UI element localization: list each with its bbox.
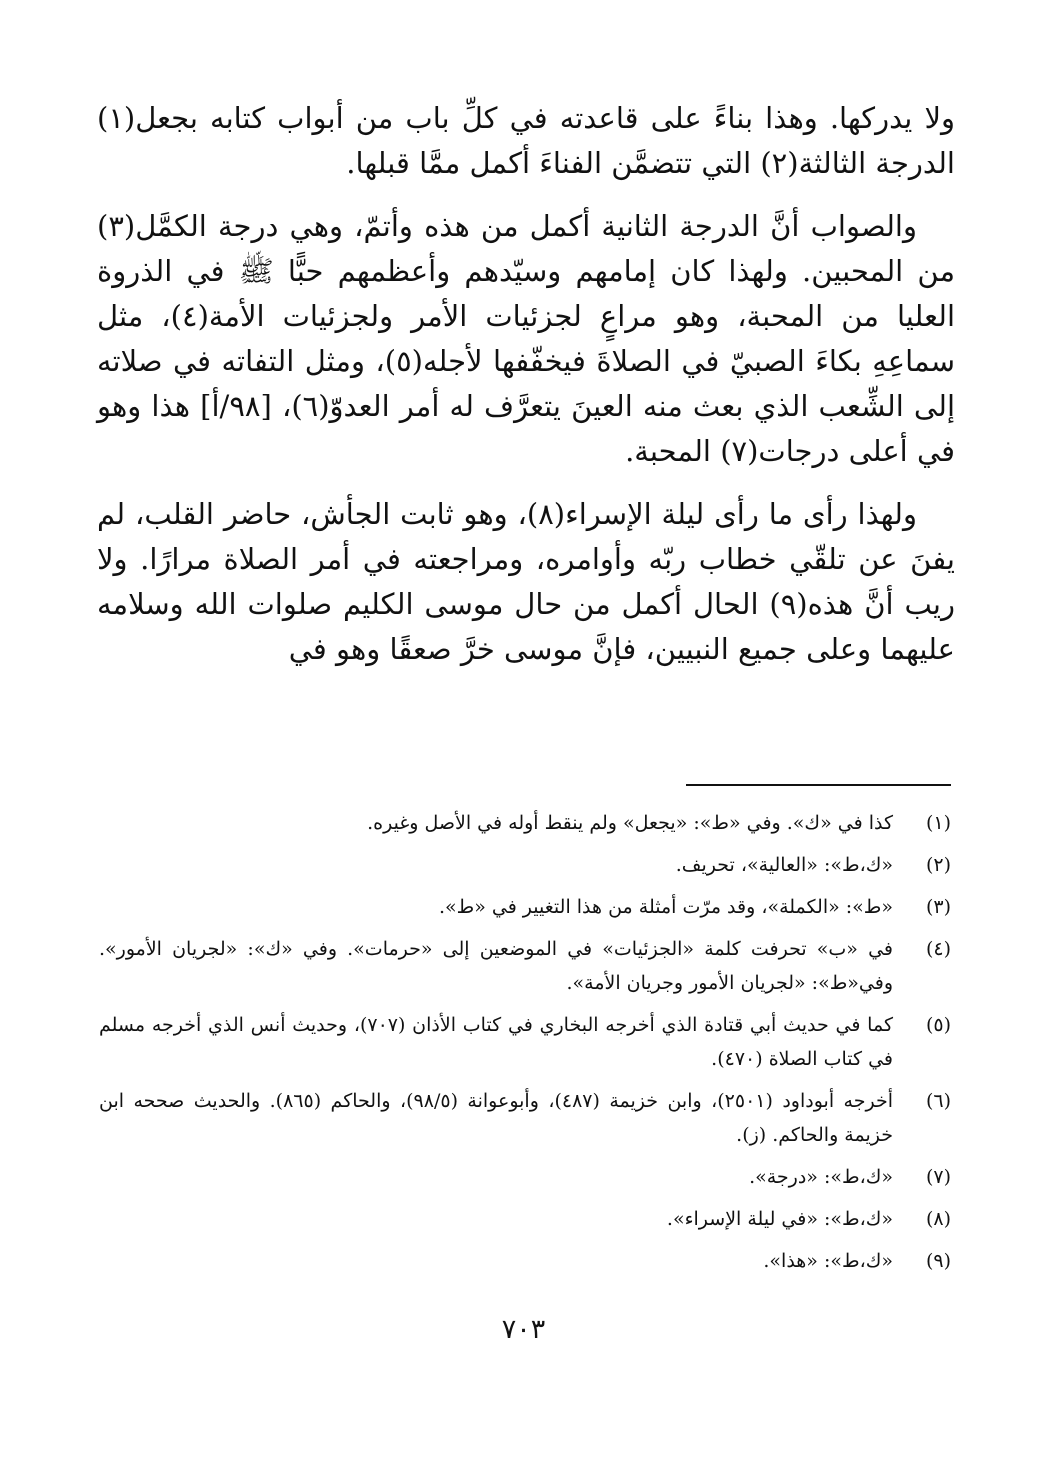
footnote-number: (١) — [925, 812, 951, 834]
footnote-text: «ك،ط»: «درجة». — [749, 1166, 893, 1188]
footnote-text: كذا في «ك». وفي «ط»: «يجعل» ولم ينقط أوله في الأصل وغيره. — [367, 812, 893, 834]
footnote-5 — [99, 1008, 951, 1076]
manuscript-page-ref: [٩٨/أ] — [200, 389, 272, 423]
main-text — [97, 96, 955, 690]
paragraph-2 — [97, 204, 955, 474]
footnote-9 — [99, 1244, 951, 1278]
paragraph-1: ولا يدركها. وهذا بناءً على قاعدته في كلِّ باب من أبواب كتابه بجعل(١) الدرجة الثالثة(٢) التي تتضمَّن الفناءَ أكمل ممَّا قبلها. — [97, 101, 955, 180]
footnote-number: (٢) — [925, 854, 951, 876]
paragraph-2-body: والصواب أنَّ الدرجة الثانية أكمل من هذه وأتمّ، وهي درجة الكمَّل(٣) من المحبين. ولهذا كان إمامهم وسيّدهم وأعظمهم حبًّا ﷺ في الذروة العليا من المحبة، وهو مراعٍ لجزئيات الأمر ولجزئيات الأمة(٤)، مثل سماعِهِ بكاءَ الصبيّ في الصلاةَ فيخفّفها لأجله(٥)، ومثل التفاته في صلاته إلى الشِّعب الذي بعث منه العينَ يتعرَّف له أمر العدوّ(٦)، — [97, 209, 956, 423]
footnote-text: كما في حديث أبي قتادة الذي أخرجه البخاري في كتاب الأذان (٧٠٧)، وحديث أنس الذي أخرجه مسلم في كتاب الصلاة (٤٧٠). — [99, 1014, 893, 1070]
footnote-number: (٦) — [925, 1090, 951, 1112]
footnote-6 — [99, 1084, 951, 1152]
footnotes — [99, 806, 951, 1286]
footnote-text: في «ب» تحرفت كلمة «الجزئيات» في الموضعين إلى «حرمات». وفي «ك»: «لجريان الأمور». وفي«ط»: «لجريان الأمور وجريان الأمة». — [99, 938, 893, 994]
footnote-text: «ك،ط»: «في ليلة الإسراء». — [666, 1208, 893, 1230]
footnote-2 — [99, 848, 951, 882]
page-number: ٧٠٣ — [501, 1314, 546, 1345]
footnote-number: (٥) — [925, 1014, 951, 1036]
footnote-text: أخرجه أبوداود (٢٥٠١)، وابن خزيمة (٤٨٧)، وأبوعوانة (٩٨/٥)، والحاكم (٨٦٥). والحديث صححه ابن خزيمة والحاكم. (ز). — [99, 1090, 893, 1146]
footnote-7 — [99, 1160, 951, 1194]
footnote-8 — [99, 1202, 951, 1236]
footnote-number: (٧) — [925, 1166, 951, 1188]
footnote-1 — [99, 806, 951, 840]
footnote-text: «ك،ط»: «هذا». — [763, 1250, 893, 1272]
footnote-text: «ط»: «الكملة»، وقد مرّت أمثلة من هذا التغيير في «ط». — [438, 896, 893, 918]
footnote-number: (٣) — [925, 896, 951, 918]
footnote-text: «ك،ط»: «العالية»، تحريف. — [675, 854, 893, 876]
footnote-number: (٤) — [925, 938, 951, 960]
footnote-number: (٨) — [925, 1208, 951, 1230]
footnote-3 — [99, 890, 951, 924]
footnote-4 — [99, 932, 951, 1000]
footnote-separator — [686, 784, 951, 786]
paragraph-3: ولهذا رأى ما رأى ليلة الإسراء(٨)، وهو ثابت الجأش، حاضر القلب، لم يفنَ عن تلقّي خطاب ربّه وأوامره، ومراجعته في أمر الصلاة مرارًا. ولا ريب أنَّ هذه(٩) الحال أكمل من حال موسى الكليم صلوات الله وسلامه عليهما وعلى جميع النبيين، فإنَّ موسى خرَّ صعقًا وهو في — [97, 497, 956, 666]
footnote-number: (٩) — [925, 1250, 951, 1272]
paragraph-2-tail: هذا وهو في أعلى درجات(٧) المحبة. — [97, 389, 955, 468]
